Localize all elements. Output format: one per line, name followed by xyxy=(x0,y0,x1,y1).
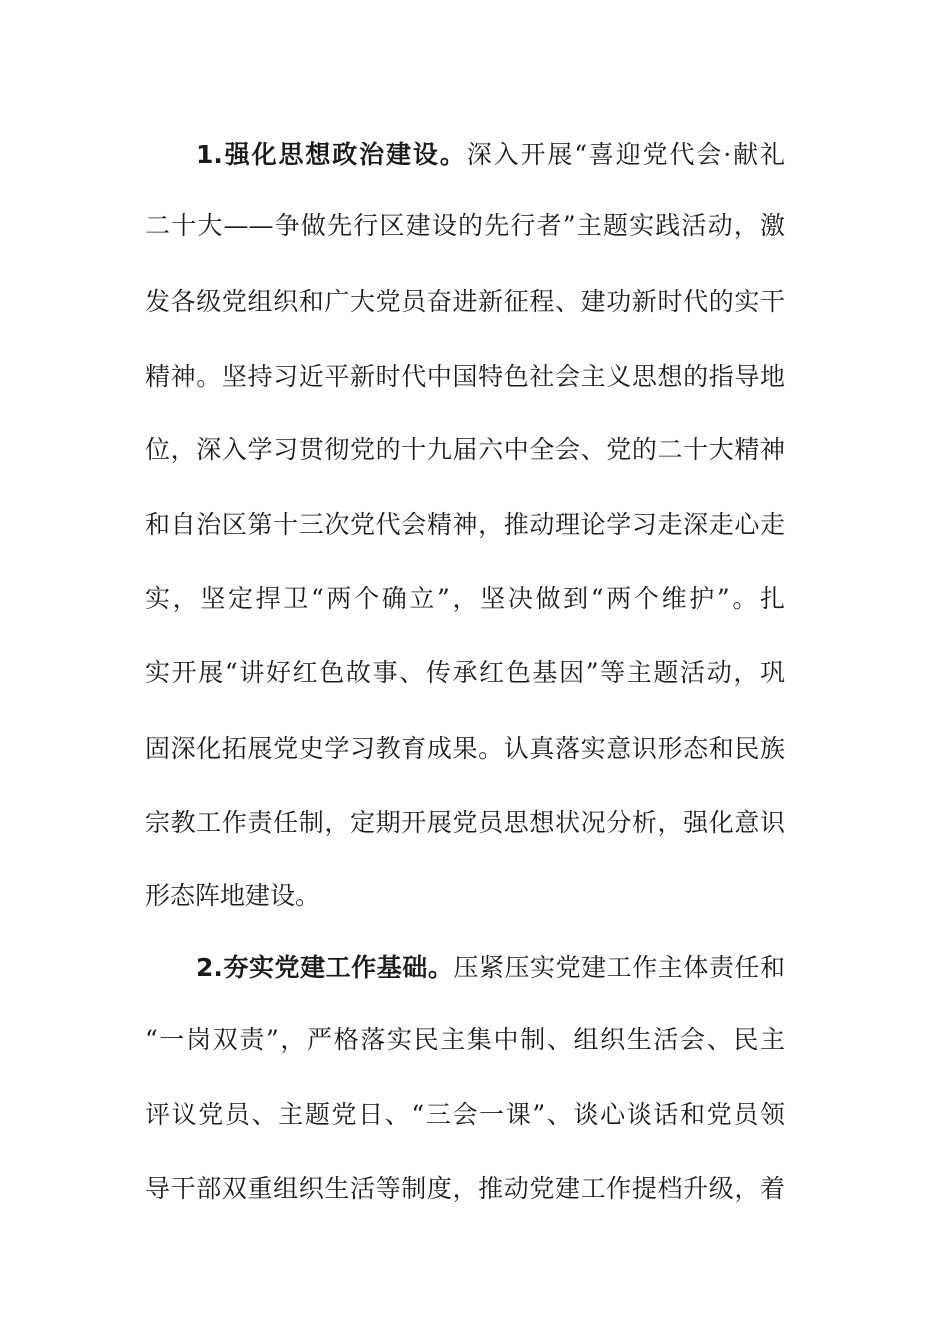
paragraph-2-line-1 xyxy=(196,948,785,988)
paragraph-2-line-2: “一岗双责”，严格落实民主集中制、组织生活会、民主 xyxy=(145,1025,785,1054)
paragraph-1-text: 深入开展“喜迎党代会·献礼 xyxy=(466,140,785,169)
paragraph-1-line-3: 发各级党组织和广大党员奋进新征程、建功新时代的实干 xyxy=(145,287,785,316)
paragraph-1-line-1 xyxy=(196,135,785,175)
paragraph-1-line-9: 固深化拓展党史学习教育成果。认真落实意识形态和民族 xyxy=(145,734,785,763)
paragraph-1-line-4: 精神。坚持习近平新时代中国特色社会主义思想的指导地 xyxy=(145,362,785,391)
paragraph-1-line-11: 形态阵地建设。 xyxy=(145,881,321,910)
paragraph-1-line-7: 实，坚定捍卫“两个确立”，坚决做到“两个维护”。扎 xyxy=(145,584,785,613)
paragraph-1-heading: 1.强化思想政治建设。 xyxy=(196,140,467,169)
paragraph-1-line-5: 位，深入学习贯彻党的十九届六中全会、党的二十大精神 xyxy=(145,435,785,464)
paragraph-2-line-4: 导干部双重组织生活等制度，推动党建工作提档升级，着 xyxy=(145,1174,785,1203)
paragraph-1-line-2: 二十大——争做先行区建设的先行者”主题实践活动，激 xyxy=(145,211,785,240)
paragraph-2-heading: 2.夯实党建工作基础。 xyxy=(196,953,454,982)
paragraph-1-line-10: 宗教工作责任制，定期开展党员思想状况分析，强化意识 xyxy=(145,808,785,837)
paragraph-1-line-8: 实开展“讲好红色故事、传承红色基因”等主题活动，巩 xyxy=(145,658,785,687)
paragraph-1-line-6: 和自治区第十三次党代会精神，推动理论学习走深走心走 xyxy=(145,510,785,539)
paragraph-2-text: 压紧压实党建工作主体责任和 xyxy=(453,953,785,982)
paragraph-2-line-3: 评议党员、主题党日、“三会一课”、谈心谈话和党员领 xyxy=(145,1100,785,1129)
